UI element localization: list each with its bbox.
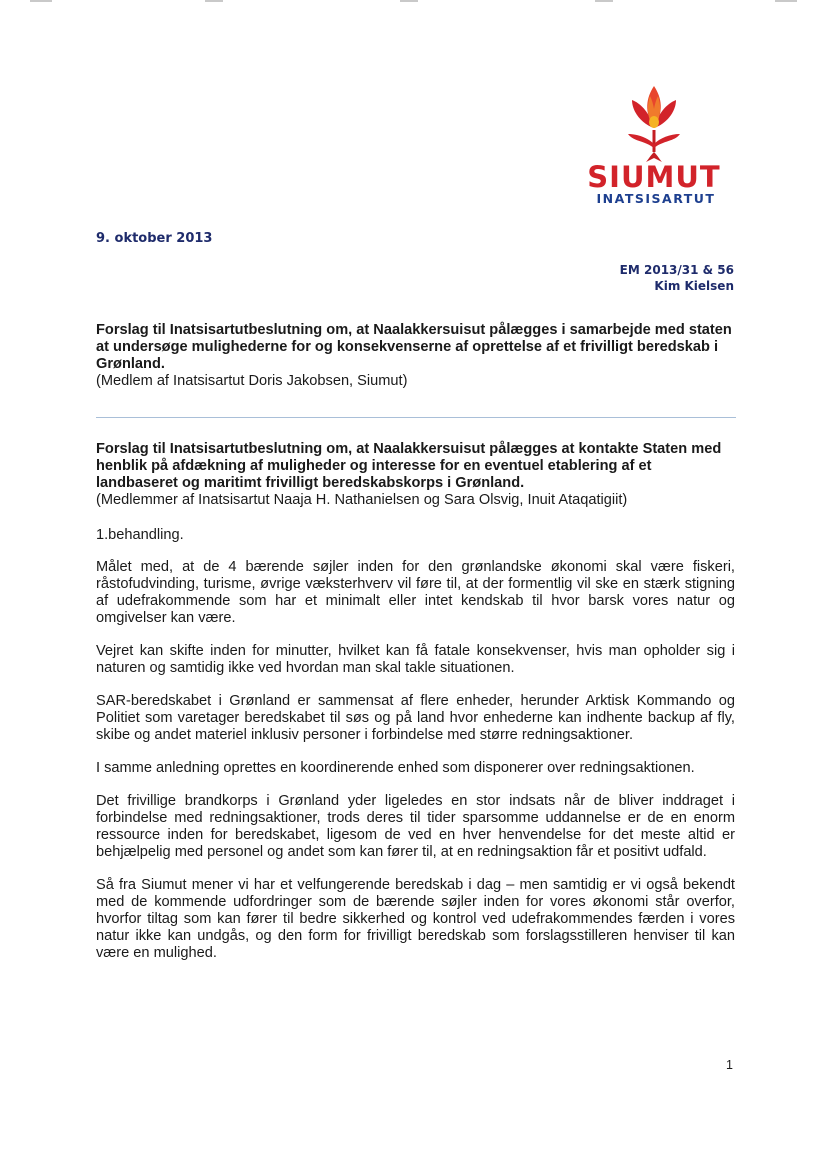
proposal-2: [96, 441, 735, 509]
siumut-logo: [580, 82, 728, 212]
body-paragraph: Målet med, at de 4 bærende søjler inden for den grønlandske økonomi skal være fiskeri, råstofudvinding, turisme, øvrige væksterhverv vil føre til, at der formentlig vil ske en stærk stigning af udefrakommende som har et minimalt eller intet kendskab til hvor barsk vores natur og omgivelser kan være.: [96, 559, 735, 626]
document-body: [96, 527, 735, 978]
section-divider: [96, 417, 736, 418]
proposal-title: Forslag til Inatsisartutbeslutning om, at Naalakkersuisut pålægges i samarbejde med staten at undersøge mulighederne for og konsekvenserne af oprettelse af et frivilligt beredskab i Grønland.: [96, 322, 732, 372]
body-paragraph: Vejret kan skifte inden for minutter, hvilket kan få fatale konsekvenser, hvis man opholder sig i naturen og samtidig ikke ved hvordan man skal takle situationen.: [96, 643, 735, 676]
logo-name: SIUMUT: [587, 160, 721, 194]
page-number: 1: [726, 1058, 733, 1072]
proposal-submitter: (Medlem af Inatsisartut Doris Jakobsen, Siumut): [96, 373, 408, 389]
scan-mark: [30, 0, 52, 2]
scan-mark: [775, 0, 797, 2]
proposal-title: Forslag til Inatsisartutbeslutning om, at Naalakkersuisut pålægges at kontakte Staten med henblik på afdækning af muligheder og interesse for en eventuel etablering af et landbaseret og maritimt frivilligt beredskabskorps i Grønland.: [96, 441, 722, 491]
proposal-submitter: (Medlemmer af Inatsisartut Naaja H. Nathanielsen og Sara Olsvig, Inuit Ataqatigiit): [96, 492, 628, 508]
body-paragraph: Så fra Siumut mener vi har et velfungerende beredskab i dag – men samtidig er vi også bekendt med de kommende udfordringer som de bærende søjler inden for vores økonomi står overfor, hvorfor tiltag som kan fører til bedre sikkerhed og kontrol ved udefrakommendes færden i vores natur ikke kan undgås, og den form for frivilligt beredskab som forslagsstilleren henviser til kan være en mulighed.: [96, 877, 735, 961]
body-paragraph: Det frivillige brandkorps i Grønland yder ligeledes en stor indsats når de bliver inddraget i forbindelse med redningsaktioner, trods deres til tider sparsomme uddannelse er de en enorm ressource inden for beredskabet, ligesom de ved en hver henvendelse for det meste altid er behjælpelig med personel og andet som kan fører til, at en redningsaktion får et positivt udfald.: [96, 793, 735, 860]
author-name: Kim Kielsen: [654, 279, 734, 293]
scan-mark: [400, 0, 418, 2]
proposal-1: [96, 322, 735, 390]
reference-number: EM 2013/31 & 56: [619, 263, 734, 277]
scan-mark: [595, 0, 613, 2]
document-date: 9. oktober 2013: [96, 231, 213, 246]
flower-icon: [622, 82, 686, 162]
scan-mark: [205, 0, 223, 2]
reference-block: [620, 262, 734, 294]
reading-label: 1.behandling.: [96, 527, 184, 543]
logo-subtitle: INATSISARTUT: [596, 191, 716, 206]
body-paragraph: I samme anledning oprettes en koordinerende enhed som disponerer over redningsaktionen.: [96, 760, 695, 776]
body-paragraph: SAR-beredskabet i Grønland er sammensat af flere enheder, herunder Arktisk Kommando og Politiet som varetager beredskabet til søs og på land hvor enhederne kan indhente backup af fly, skibe og andet materiel inklusiv personer i forbindelse med større redningsaktioner.: [96, 693, 735, 743]
